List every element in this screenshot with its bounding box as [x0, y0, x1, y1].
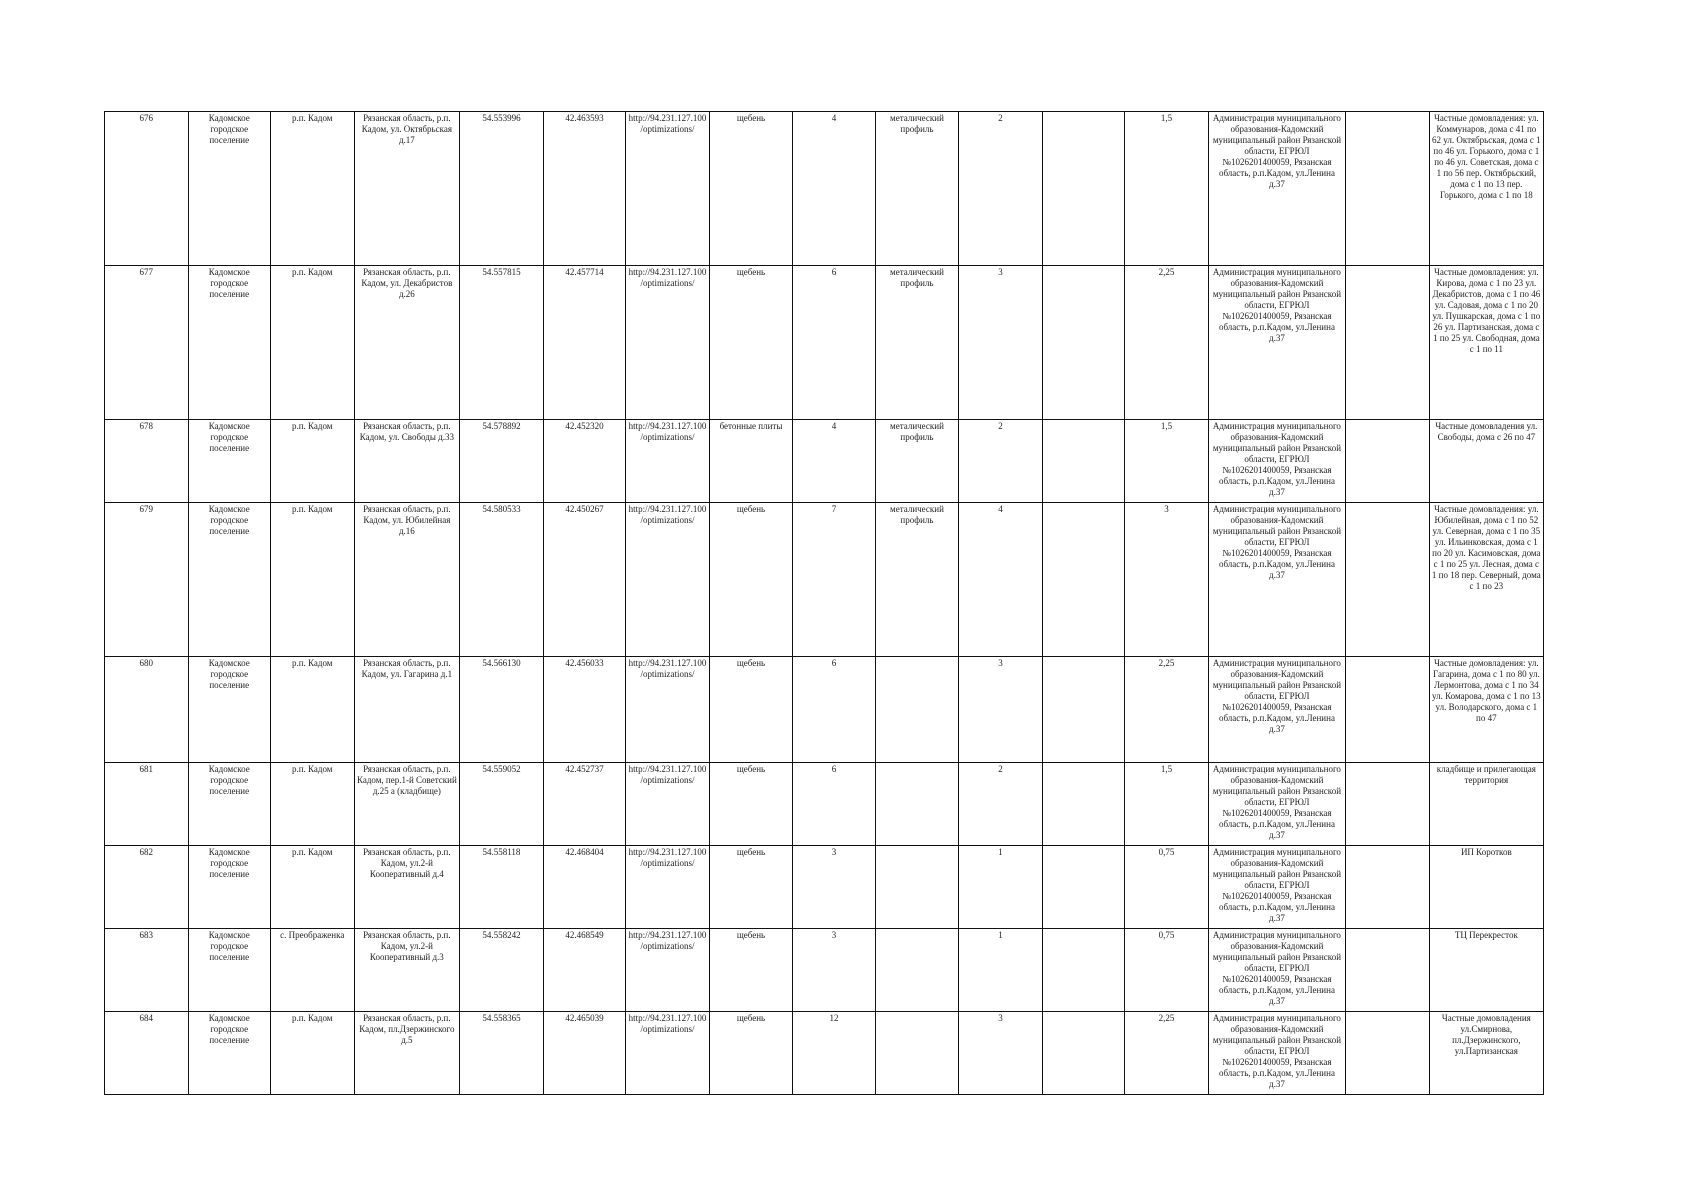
cell-containers: 2 [959, 112, 1043, 266]
table-row [105, 763, 1544, 846]
cell-c11 [1042, 763, 1124, 846]
cell-c11 [1042, 929, 1124, 1012]
cell-surface: щебень [709, 503, 793, 657]
cell-num: 678 [105, 420, 189, 503]
cell-surface: щебень [709, 266, 793, 420]
cell-area: 6 [793, 763, 875, 846]
cell-volume: 1,5 [1125, 112, 1209, 266]
cell-area: 4 [793, 112, 875, 266]
cell-served: Частные домовладения: ул. Коммунаров, дома с 41 по 62 ул. Октябрьская, дома с 1 по 46 ул. Горького, дома с 1 по 46 ул. Советская, дома с 1 по 56 пер. Октябрьский, дома с 1 по 13 пер. Горького, дома с 1 по 18 [1429, 112, 1543, 266]
cell-fence: металический профиль [875, 266, 959, 420]
cell-owner: Администрация муниципального образования-Кадомский муниципальный район Рязанской области, ЕГРЮЛ №1026201400059, Рязанская область, р.п.Кадом, ул.Ленина д.37 [1208, 929, 1345, 1012]
cell-link: http://94.231.127.100/optimizations/ [626, 763, 710, 846]
cell-address: Рязанская область, р.п. Кадом, ул. Свободы д.33 [354, 420, 460, 503]
table-row [105, 1012, 1544, 1095]
cell-served: Частные домовладения: ул. Гагарина, дома с 1 по 80 ул. Лермонтова, дома с 1 по 34 ул. Комарова, дома с 1 по 13 ул. Володарского, дома с 1 по 47 [1429, 657, 1543, 763]
cell-lat: 54.558242 [460, 929, 544, 1012]
cell-locality: р.п. Кадом [270, 1012, 354, 1095]
cell-lat: 54.566130 [460, 657, 544, 763]
cell-containers: 2 [959, 763, 1043, 846]
cell-settlement: Кадомское городское поселение [188, 503, 270, 657]
cell-fence: металический профиль [875, 420, 959, 503]
cell-c14 [1346, 1012, 1430, 1095]
cell-lon: 42.463593 [543, 112, 625, 266]
cell-c11 [1042, 846, 1124, 929]
cell-link: http://94.231.127.100/optimizations/ [626, 1012, 710, 1095]
cell-settlement: Кадомское городское поселение [188, 657, 270, 763]
cell-lat: 54.553996 [460, 112, 544, 266]
cell-owner: Администрация муниципального образования-Кадомский муниципальный район Рязанской области, ЕГРЮЛ №1026201400059, Рязанская область, р.п.Кадом, ул.Ленина д.37 [1208, 763, 1345, 846]
cell-num: 679 [105, 503, 189, 657]
cell-owner: Администрация муниципального образования-Кадомский муниципальный район Рязанской области, ЕГРЮЛ №1026201400059, Рязанская область, р.п.Кадом, ул.Ленина д.37 [1208, 503, 1345, 657]
cell-link: http://94.231.127.100/optimizations/ [626, 846, 710, 929]
cell-served: Частные домовладения ул.Смирнова, пл.Дзержинского, ул.Партизанская [1429, 1012, 1543, 1095]
cell-num: 680 [105, 657, 189, 763]
cell-surface: щебень [709, 763, 793, 846]
cell-locality: р.п. Кадом [270, 420, 354, 503]
cell-containers: 3 [959, 1012, 1043, 1095]
cell-volume: 0,75 [1125, 929, 1209, 1012]
table-row [105, 503, 1544, 657]
cell-owner: Администрация муниципального образования-Кадомский муниципальный район Рязанской области, ЕГРЮЛ №1026201400059, Рязанская область, р.п.Кадом, ул.Ленина д.37 [1208, 846, 1345, 929]
cell-locality: р.п. Кадом [270, 112, 354, 266]
cell-containers: 3 [959, 657, 1043, 763]
cell-lat: 54.580533 [460, 503, 544, 657]
cell-settlement: Кадомское городское поселение [188, 420, 270, 503]
cell-served: Частные домовладения: ул. Юбилейная, дома с 1 по 52 ул. Северная, дома с 1 по 35 ул. Ильинковская, дома с 1 по 20 ул. Касимовская, дома с 1 по 25 ул. Лесная, дома с 1 по 18 пер. Северный, дома с 1 по 23 [1429, 503, 1543, 657]
cell-link: http://94.231.127.100/optimizations/ [626, 929, 710, 1012]
table-body [105, 112, 1544, 1095]
table-row [105, 657, 1544, 763]
cell-owner: Администрация муниципального образования-Кадомский муниципальный район Рязанской области, ЕГРЮЛ №1026201400059, Рязанская область, р.п.Кадом, ул.Ленина д.37 [1208, 420, 1345, 503]
cell-link: http://94.231.127.100/optimizations/ [626, 112, 710, 266]
cell-c14 [1346, 503, 1430, 657]
cell-containers: 1 [959, 846, 1043, 929]
table-row [105, 420, 1544, 503]
cell-containers: 2 [959, 420, 1043, 503]
cell-lon: 42.452320 [543, 420, 625, 503]
cell-fence [875, 763, 959, 846]
cell-served: кладбище и прилегающая территория [1429, 763, 1543, 846]
cell-lon: 42.465039 [543, 1012, 625, 1095]
cell-lon: 42.452737 [543, 763, 625, 846]
cell-served: ТЦ Перекресток [1429, 929, 1543, 1012]
cell-volume: 1,5 [1125, 763, 1209, 846]
cell-lat: 54.558365 [460, 1012, 544, 1095]
cell-c14 [1346, 266, 1430, 420]
cell-c14 [1346, 112, 1430, 266]
cell-address: Рязанская область, р.п. Кадом, ул. Октябрьская д.17 [354, 112, 460, 266]
cell-c14 [1346, 929, 1430, 1012]
cell-locality: р.п. Кадом [270, 266, 354, 420]
cell-lon: 42.450267 [543, 503, 625, 657]
cell-surface: щебень [709, 112, 793, 266]
cell-fence: металический профиль [875, 503, 959, 657]
cell-num: 684 [105, 1012, 189, 1095]
cell-area: 4 [793, 420, 875, 503]
cell-area: 12 [793, 1012, 875, 1095]
cell-link: http://94.231.127.100/optimizations/ [626, 503, 710, 657]
cell-address: Рязанская область, р.п. Кадом, пл.Дзержинского д.5 [354, 1012, 460, 1095]
cell-settlement: Кадомское городское поселение [188, 266, 270, 420]
cell-area: 3 [793, 929, 875, 1012]
cell-settlement: Кадомское городское поселение [188, 112, 270, 266]
cell-served: Частные домовладения: ул. Кирова, дома с 1 по 23 ул. Декабристов, дома с 1 по 46 ул. Садовая, дома с 1 по 20 ул. Пушкарская, дома с 1 по 26 ул. Партизанская, дома с 1 по 25 ул. Свободная, дома с 1 по 11 [1429, 266, 1543, 420]
table-row [105, 846, 1544, 929]
cell-fence: металический профиль [875, 112, 959, 266]
cell-containers: 1 [959, 929, 1043, 1012]
table-row [105, 112, 1544, 266]
cell-locality: с. Преображенка [270, 929, 354, 1012]
cell-owner: Администрация муниципального образования-Кадомский муниципальный район Рязанской области, ЕГРЮЛ №1026201400059, Рязанская область, р.п.Кадом, ул.Ленина д.37 [1208, 1012, 1345, 1095]
cell-volume: 2,25 [1125, 266, 1209, 420]
cell-link: http://94.231.127.100/optimizations/ [626, 266, 710, 420]
cell-address: Рязанская область, р.п. Кадом, ул. Декабристов д.26 [354, 266, 460, 420]
cell-area: 7 [793, 503, 875, 657]
cell-containers: 3 [959, 266, 1043, 420]
cell-num: 682 [105, 846, 189, 929]
cell-c11 [1042, 266, 1124, 420]
cell-locality: р.п. Кадом [270, 657, 354, 763]
cell-lat: 54.558118 [460, 846, 544, 929]
cell-volume: 0,75 [1125, 846, 1209, 929]
cell-c11 [1042, 657, 1124, 763]
cell-c14 [1346, 657, 1430, 763]
cell-surface: щебень [709, 929, 793, 1012]
cell-lon: 42.468404 [543, 846, 625, 929]
cell-owner: Администрация муниципального образования-Кадомский муниципальный район Рязанской области, ЕГРЮЛ №1026201400059, Рязанская область, р.п.Кадом, ул.Ленина д.37 [1208, 657, 1345, 763]
cell-address: Рязанская область, р.п. Кадом, ул.2-й Кооперативный д.4 [354, 846, 460, 929]
cell-num: 683 [105, 929, 189, 1012]
cell-c11 [1042, 1012, 1124, 1095]
cell-settlement: Кадомское городское поселение [188, 846, 270, 929]
waste-sites-table [104, 111, 1544, 1095]
cell-settlement: Кадомское городское поселение [188, 1012, 270, 1095]
cell-lon: 42.456033 [543, 657, 625, 763]
cell-area: 3 [793, 846, 875, 929]
cell-c11 [1042, 112, 1124, 266]
cell-settlement: Кадомское городское поселение [188, 763, 270, 846]
cell-c11 [1042, 420, 1124, 503]
cell-area: 6 [793, 657, 875, 763]
cell-c14 [1346, 846, 1430, 929]
cell-address: Рязанская область, р.п. Кадом, ул. Юбилейная д.16 [354, 503, 460, 657]
table-row [105, 266, 1544, 420]
cell-settlement: Кадомское городское поселение [188, 929, 270, 1012]
cell-surface: щебень [709, 846, 793, 929]
cell-served: ИП Коротков [1429, 846, 1543, 929]
cell-address: Рязанская область, р.п. Кадом, ул.2-й Кооперативный д.3 [354, 929, 460, 1012]
cell-fence [875, 929, 959, 1012]
cell-surface: бетонные плиты [709, 420, 793, 503]
cell-num: 681 [105, 763, 189, 846]
cell-surface: щебень [709, 657, 793, 763]
cell-volume: 3 [1125, 503, 1209, 657]
cell-owner: Администрация муниципального образования-Кадомский муниципальный район Рязанской области, ЕГРЮЛ №1026201400059, Рязанская область, р.п.Кадом, ул.Ленина д.37 [1208, 112, 1345, 266]
cell-link: http://94.231.127.100/optimizations/ [626, 420, 710, 503]
cell-surface: щебень [709, 1012, 793, 1095]
cell-locality: р.п. Кадом [270, 846, 354, 929]
cell-containers: 4 [959, 503, 1043, 657]
cell-lon: 42.457714 [543, 266, 625, 420]
cell-volume: 2,25 [1125, 657, 1209, 763]
cell-num: 676 [105, 112, 189, 266]
cell-fence [875, 846, 959, 929]
table-row [105, 929, 1544, 1012]
cell-address: Рязанская область, р.п. Кадом, пер.1-й Советский д.25 а (кладбище) [354, 763, 460, 846]
cell-lon: 42.468549 [543, 929, 625, 1012]
cell-fence [875, 657, 959, 763]
cell-c14 [1346, 763, 1430, 846]
cell-c14 [1346, 420, 1430, 503]
cell-lat: 54.578892 [460, 420, 544, 503]
cell-lat: 54.557815 [460, 266, 544, 420]
cell-served: Частные домовладения ул. Свободы, дома с 26 по 47 [1429, 420, 1543, 503]
cell-volume: 1,5 [1125, 420, 1209, 503]
cell-num: 677 [105, 266, 189, 420]
cell-address: Рязанская область, р.п. Кадом, ул. Гагарина д.1 [354, 657, 460, 763]
cell-link: http://94.231.127.100/optimizations/ [626, 657, 710, 763]
cell-locality: р.п. Кадом [270, 763, 354, 846]
cell-area: 6 [793, 266, 875, 420]
cell-fence [875, 1012, 959, 1095]
cell-lat: 54.559052 [460, 763, 544, 846]
cell-volume: 2,25 [1125, 1012, 1209, 1095]
cell-owner: Администрация муниципального образования-Кадомский муниципальный район Рязанской области, ЕГРЮЛ №1026201400059, Рязанская область, р.п.Кадом, ул.Ленина д.37 [1208, 266, 1345, 420]
cell-c11 [1042, 503, 1124, 657]
cell-locality: р.п. Кадом [270, 503, 354, 657]
